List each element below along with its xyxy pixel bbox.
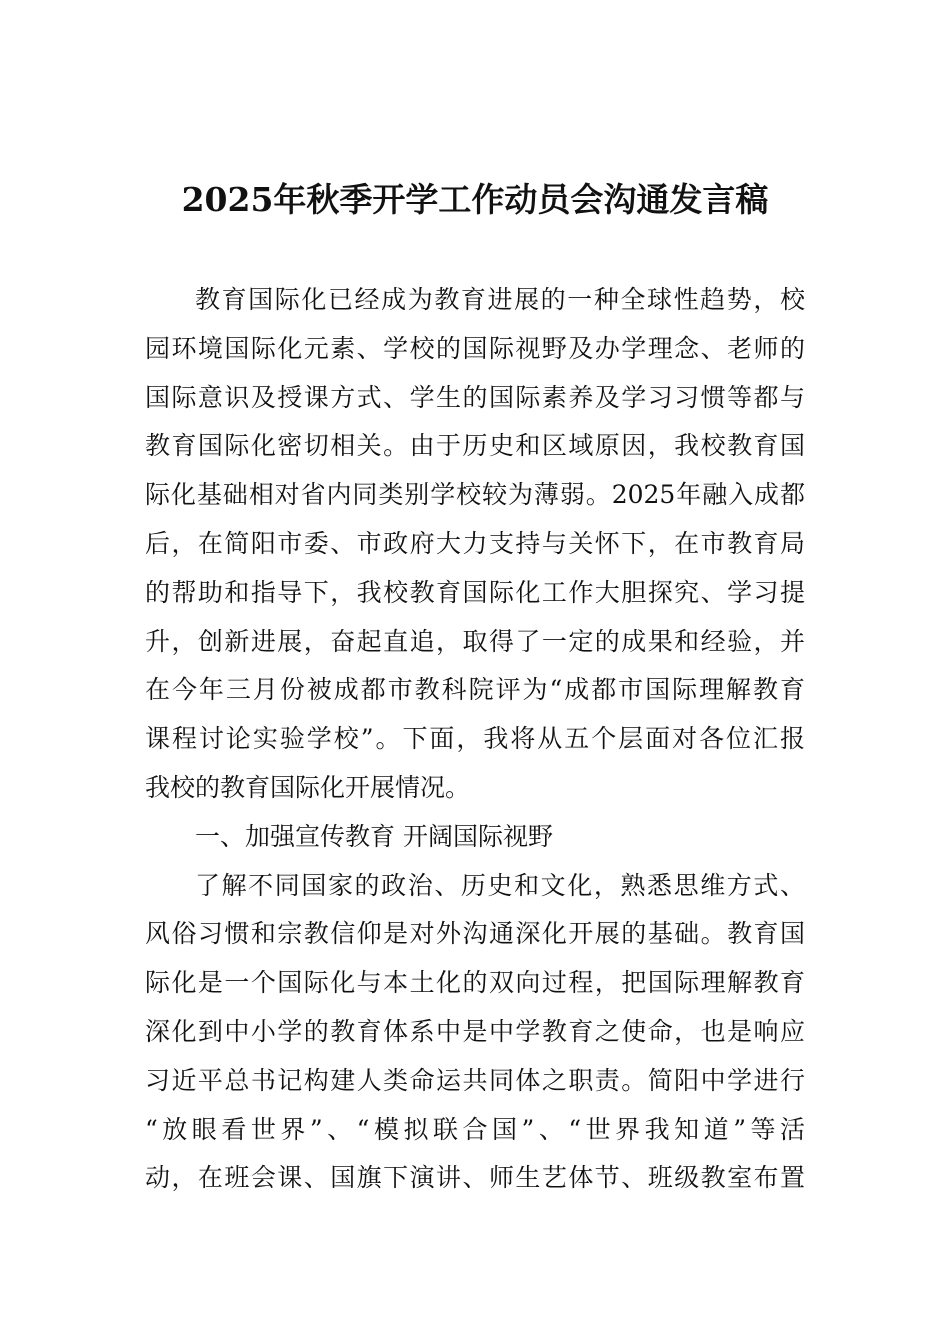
paragraph-line: 教育国际化已经成为教育进展的一种全球性趋势，校 — [195, 285, 805, 314]
paragraph-line: 课程讨论实验学校”。下面，我将从五个层面对各位汇报 — [145, 724, 805, 754]
document-body — [145, 276, 805, 1203]
paragraph-line: 的帮助和指导下，我校教育国际化工作大胆探究、学习提 — [145, 577, 805, 607]
paragraph-line: “放眼看世界”、“模拟联合国”、“世界我知道”等活 — [145, 1114, 805, 1144]
paragraph-line: 后，在简阳市委、市政府大力支持与关怀下，在市教育局 — [145, 528, 805, 558]
paragraph-line: 际化是一个国际化与本土化的双向过程，把国际理解教育 — [145, 968, 805, 998]
paragraph-line: 教育国际化密切相关。由于历史和区域原因，我校教育国 — [145, 431, 805, 461]
paragraph-line: 升，创新进展，奋起直追，取得了一定的成果和经验，并 — [145, 626, 805, 656]
paragraph-line: 在今年三月份被成都市教科院评为“成都市国际理解教育 — [145, 675, 805, 705]
paragraph-line: 动，在班会课、国旗下演讲、师生艺体节、班级教室布置 — [145, 1163, 805, 1193]
paragraph-line: 际化基础相对省内同类别学校较为薄弱。2025年融入成都 — [145, 480, 805, 510]
paragraph-line: 了解不同国家的政治、历史和文化，熟悉思维方式、 — [195, 870, 805, 900]
paragraph-line: 习近平总书记构建人类命运共同体之职责。简阳中学进行 — [145, 1065, 805, 1095]
paragraph-line: 我校的教育国际化开展情况。 — [145, 772, 471, 802]
paragraph-line: 国际意识及授课方式、学生的国际素养及学习习惯等都与 — [145, 382, 805, 412]
document-title: 2025年秋季开学工作动员会沟通发言稿 — [181, 180, 769, 219]
paragraph-line: 风俗习惯和宗教信仰是对外沟通深化开展的基础。教育国 — [145, 919, 805, 949]
section-heading: 一、加强宣传教育 开阔国际视野 — [195, 821, 553, 851]
paragraph-line: 深化到中小学的教育体系中是中学教育之使命，也是响应 — [145, 1016, 805, 1046]
paragraph-line: 园环境国际化元素、学校的国际视野及办学理念、老师的 — [145, 333, 805, 363]
